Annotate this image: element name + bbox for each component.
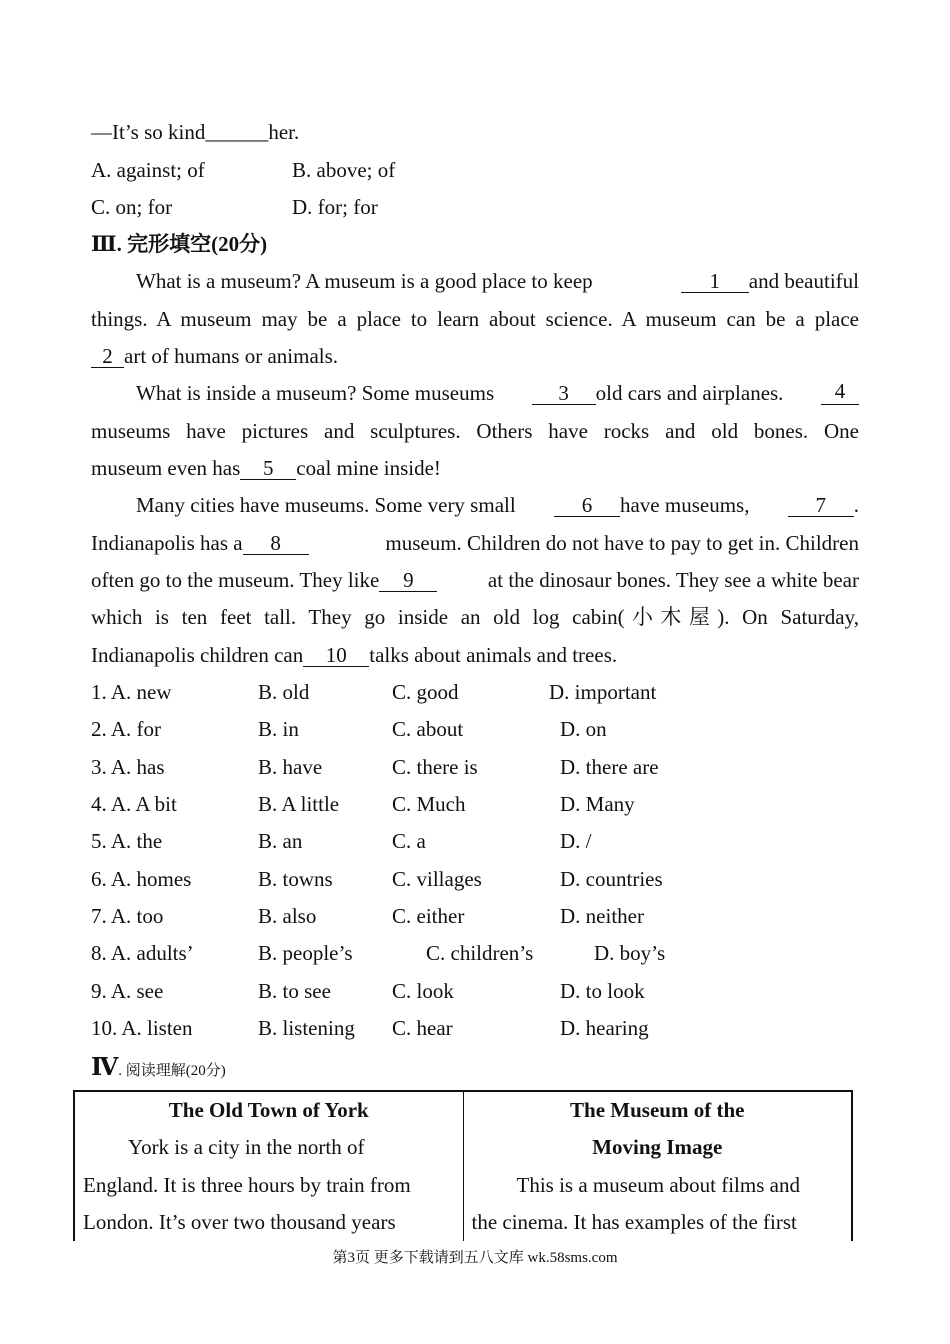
museum-line-1: This is a museum about films and — [516, 1172, 800, 1197]
museum-line-2: the cinema. It has examples of the first — [471, 1209, 797, 1234]
q3-option-d: D. there are — [560, 755, 659, 779]
museum-title-1: The Museum of the — [570, 1098, 745, 1122]
passage-p1-line1 — [91, 269, 859, 293]
blank-9: 9 — [379, 570, 437, 592]
section-4-numeral: Ⅳ — [91, 1055, 119, 1081]
q5-option-a: 5. A. the — [91, 829, 163, 853]
passage-p1-line3 — [91, 344, 338, 368]
reading-table — [73, 1090, 853, 1241]
text: old cars and airplanes. — [595, 381, 784, 405]
q1-option-d: D. important — [549, 680, 657, 704]
text: What is inside a museum? Some museums — [136, 381, 495, 405]
reading-cell-museum — [463, 1091, 852, 1241]
q6-option-c: C. villages — [392, 867, 482, 891]
york-line-1: York is a city in the north of — [128, 1135, 365, 1160]
text: . — [853, 493, 859, 517]
blank-7: 7 — [788, 495, 854, 517]
q1-option-c: C. good — [392, 680, 459, 704]
passage-p3-line3 — [91, 568, 859, 592]
text: Indianapolis has a — [91, 531, 243, 555]
q9-option-d: D. to look — [560, 979, 645, 1003]
york-title: The Old Town of York — [168, 1098, 369, 1122]
q5-option-d: D. / — [560, 829, 592, 853]
text: and beautiful — [748, 269, 859, 293]
text: talks about animals and trees. — [369, 643, 618, 667]
passage-p3-line2 — [91, 531, 859, 555]
blank-5: 5 — [240, 458, 296, 480]
section-4-title — [91, 1052, 226, 1082]
text: What is a museum? A museum is a good place to keep — [136, 269, 593, 293]
q6-option-b: B. towns — [258, 867, 333, 891]
q8-option-a: 8. A. adults’ — [91, 941, 194, 965]
q2-option-d: D. on — [560, 717, 607, 741]
blank-1: 1 — [681, 271, 749, 293]
passage-p3-line4: which is ten feet tall. They go inside an old log cabin(小木屋). On Saturday, — [91, 605, 859, 629]
passage-p2-line2: museums have pictures and sculptures. Others have rocks and old bones. One — [91, 419, 859, 443]
q9-option-a: 9. A. see — [91, 979, 164, 1003]
blank-10: 10 — [303, 645, 369, 667]
option-b: B. above; of — [292, 158, 396, 182]
q4-option-a: 4. A. A bit — [91, 792, 177, 816]
q5-option-b: B. an — [258, 829, 303, 853]
q10-option-a: 10. A. listen — [91, 1016, 193, 1040]
york-line-3: London. It’s over two thousand years — [83, 1209, 396, 1234]
passage-p3-line1 — [91, 493, 859, 517]
q10-option-d: D. hearing — [560, 1016, 649, 1040]
section-4-label: . 阅读理解(20分) — [118, 1063, 226, 1079]
text: Indianapolis children can — [91, 643, 304, 667]
q7-option-a: 7. A. too — [91, 904, 164, 928]
q10-option-c: C. hear — [392, 1016, 453, 1040]
q7-option-c: C. either — [392, 904, 465, 928]
q3-option-a: 3. A. has — [91, 755, 165, 779]
museum-title-2: Moving Image — [592, 1135, 723, 1160]
q9-option-c: C. look — [392, 979, 454, 1003]
text: have museums, — [619, 493, 750, 517]
reading-cell-york — [74, 1091, 463, 1241]
q3-option-c: C. there is — [392, 755, 478, 779]
blank-3: 3 — [532, 383, 596, 405]
q2-option-b: B. in — [258, 717, 299, 741]
q8-option-c: C. children’s — [426, 941, 534, 965]
q8-option-d: D. boy’s — [594, 941, 666, 965]
q6-option-a: 6. A. homes — [91, 867, 192, 891]
question-stem: —It’s so kind______her. — [91, 120, 300, 144]
q10-option-b: B. listening — [258, 1016, 355, 1040]
york-line-2: England. It is three hours by train from — [83, 1172, 411, 1197]
q3-option-b: B. have — [258, 755, 323, 779]
passage-p2-line3 — [91, 456, 441, 480]
q4-option-b: B. A little — [258, 792, 340, 816]
q7-option-d: D. neither — [560, 904, 644, 928]
section-3-title: Ⅲ. 完形填空(20分) — [91, 232, 268, 256]
passage-p3-line5 — [91, 643, 617, 667]
q1-option-a: 1. A. new — [91, 680, 172, 704]
q2-option-c: C. about — [392, 717, 464, 741]
q8-option-b: B. people’s — [258, 941, 353, 965]
option-a: A. against; of — [91, 158, 205, 182]
blank-8: 8 — [243, 533, 309, 555]
q7-option-b: B. also — [258, 904, 317, 928]
q5-option-c: C. a — [392, 829, 426, 853]
blank-6: 6 — [554, 495, 620, 517]
text: at the dinosaur bones. They see a white bear — [487, 568, 859, 592]
text: museum. Children do not have to pay to get in. Children — [385, 531, 859, 555]
q9-option-b: B. to see — [258, 979, 331, 1003]
q4-option-d: D. Many — [560, 792, 635, 816]
blank-2: 2 — [91, 346, 124, 368]
q2-option-a: 2. A. for — [91, 717, 161, 741]
q1-option-b: B. old — [258, 680, 310, 704]
q6-option-d: D. countries — [560, 867, 663, 891]
q4-option-c: C. Much — [392, 792, 466, 816]
passage-p1-line2: things. A museum may be a place to learn about science. A museum can be a place — [91, 307, 859, 331]
text: coal mine inside! — [296, 456, 441, 480]
text: museum even has — [91, 456, 241, 480]
blank-4: 4 — [821, 381, 859, 405]
option-d: D. for; for — [292, 195, 378, 219]
page-footer: 第3页 更多下载请到五八文库 wk.58sms.com — [332, 1250, 618, 1266]
text: art of humans or animals. — [124, 344, 339, 368]
passage-p2-line1 — [91, 381, 859, 405]
text: Many cities have museums. Some very small — [136, 493, 516, 517]
text: often go to the museum. They like — [91, 568, 380, 592]
option-c: C. on; for — [91, 195, 173, 219]
